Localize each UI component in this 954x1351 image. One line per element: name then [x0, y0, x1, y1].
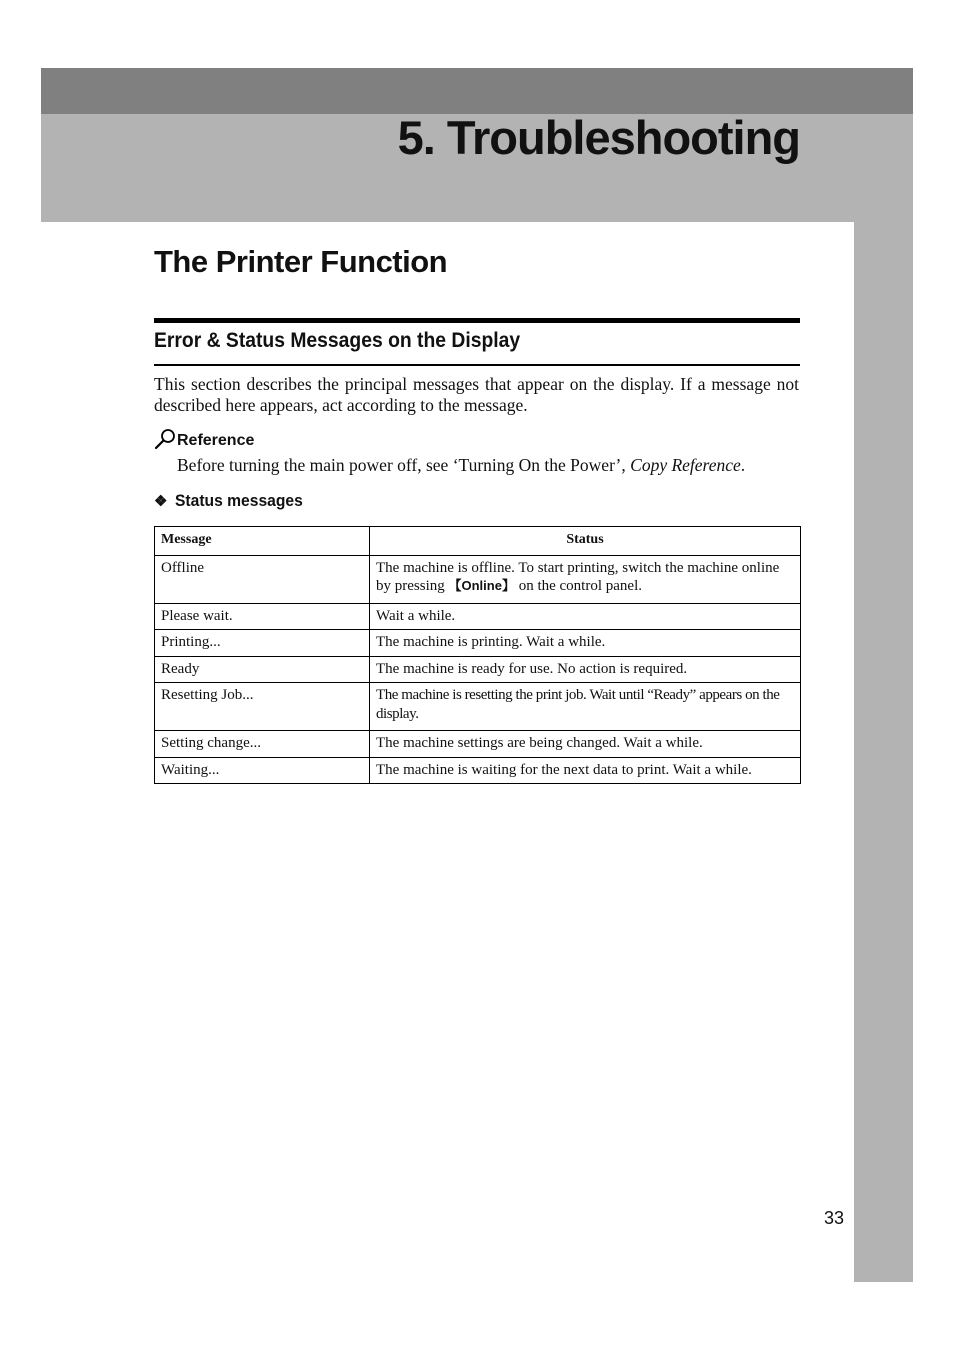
table-row	[155, 603, 801, 630]
table-header-row	[155, 527, 801, 556]
message-cell: Resetting Job...	[155, 683, 370, 731]
reference-manual-title: Copy Reference	[630, 455, 741, 475]
reference-text-start: Before turning the main power off, see ‘Turning On the Power’,	[177, 455, 631, 475]
message-cell: Offline	[155, 555, 370, 603]
section-title: The Printer Function	[154, 244, 448, 279]
subsection-rule	[154, 364, 800, 366]
page-number: 33	[824, 1208, 845, 1228]
reference-label: Reference	[177, 432, 255, 449]
status-messages-heading	[154, 491, 314, 511]
status-text-start: The machine is offline. To start printing, switch the machine online by pressing	[376, 559, 780, 594]
status-cell: The machine settings are being changed. Wait a while.	[370, 731, 801, 758]
magnifier-icon	[154, 428, 176, 450]
table-row	[155, 630, 801, 657]
status-cell: The machine is waiting for the next data to print. Wait a while.	[370, 757, 801, 784]
reference-heading	[154, 428, 254, 450]
message-cell: Waiting...	[155, 757, 370, 784]
table-row	[155, 757, 801, 784]
status-cell: The machine is printing. Wait a while.	[370, 630, 801, 657]
diamond-bullet-icon: ❖	[154, 493, 168, 510]
table-row	[155, 731, 801, 758]
message-cell: Setting change...	[155, 731, 370, 758]
message-cell: Printing...	[155, 630, 370, 657]
column-header-message: Message	[155, 527, 370, 556]
chapter-band-top	[41, 68, 913, 114]
column-header-status: Status	[370, 527, 801, 556]
online-key-label: 【Online】	[448, 578, 515, 593]
reference-text	[177, 455, 745, 476]
table-row	[155, 683, 801, 731]
status-cell: The machine is resetting the print job. Wait until “Ready” appears on the display.	[370, 683, 801, 731]
status-cell	[370, 555, 801, 603]
section-rule	[154, 318, 800, 323]
table-row	[155, 656, 801, 683]
chapter-title: 5. Troubleshooting	[397, 111, 800, 164]
reference-text-end: .	[740, 455, 746, 475]
status-cell: The machine is ready for use. No action is required.	[370, 656, 801, 683]
status-messages-label: Status messages	[175, 491, 304, 510]
intro-paragraph: This section describes the principal messages that appear on the display. If a message not described here appears, act according to the message.	[154, 374, 799, 415]
status-cell: Wait a while.	[370, 603, 801, 630]
status-text-end: on the control panel.	[514, 578, 642, 594]
subsection-title: Error & Status Messages on the Display	[154, 329, 521, 352]
table-row	[155, 555, 801, 603]
status-messages-table	[154, 526, 801, 784]
message-cell: Ready	[155, 656, 370, 683]
side-thumb-tab	[854, 222, 913, 1282]
message-cell: Please wait.	[155, 603, 370, 630]
